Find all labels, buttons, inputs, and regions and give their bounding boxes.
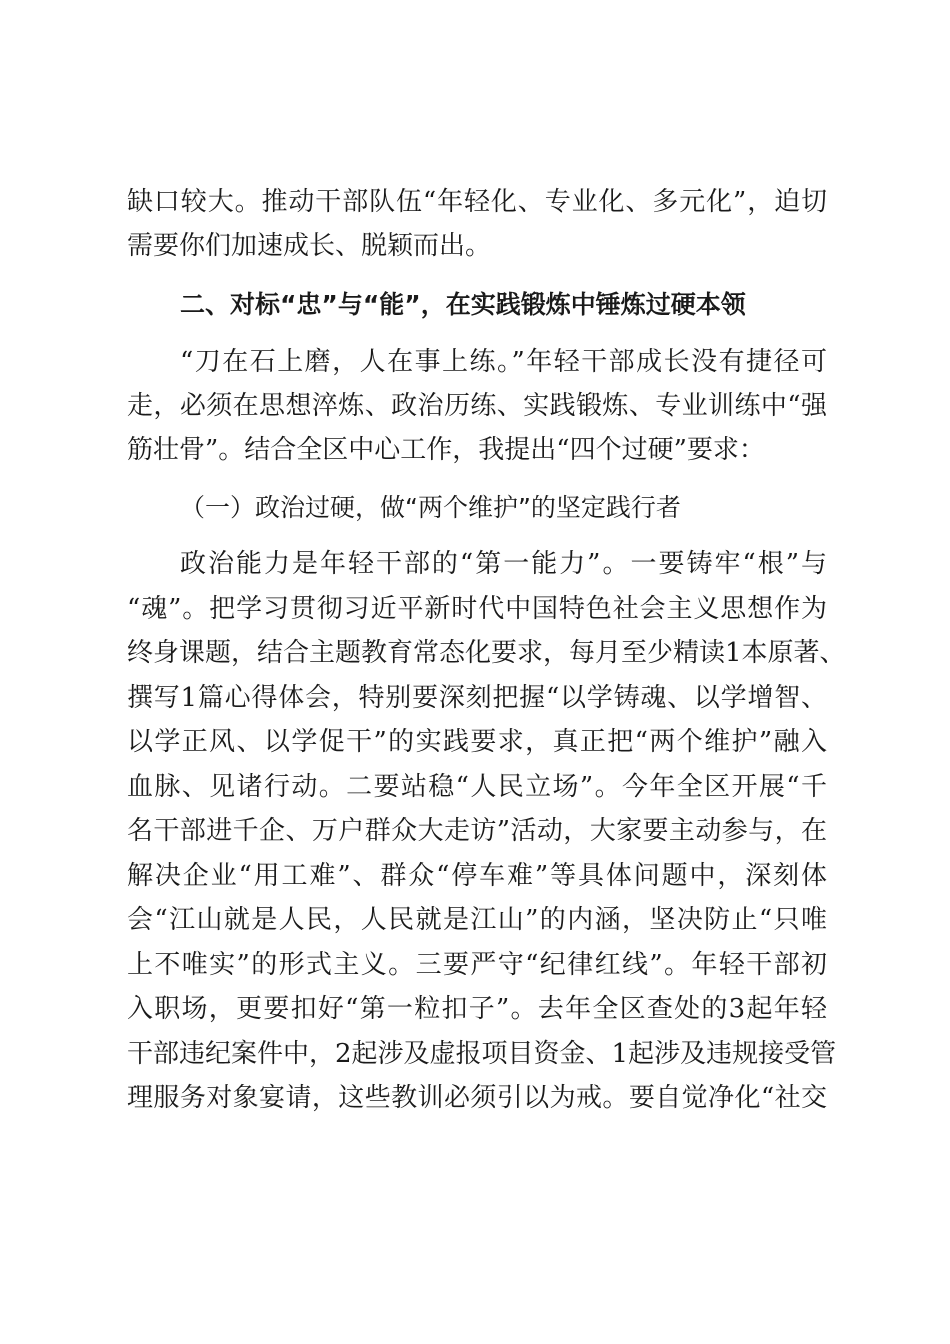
paragraph-line: 名干部进千企、万户群众大走访”活动，大家要主动参与，在	[127, 816, 827, 846]
paragraph-line: “魂”。把学习贯彻习近平新时代中国特色社会主义思想作为	[127, 594, 827, 624]
paragraph-line: 缺口较大。推动干部队伍“年轻化、专业化、多元化”，迫切	[127, 187, 827, 217]
paragraph-line: 解决企业“用工难”、群众“停车难”等具体问题中，深刻体	[127, 861, 827, 891]
subsection-heading: （一）政治过硬，做“两个维护”的坚定践行者	[180, 493, 681, 522]
paragraph-line: 以学正风、以学促干”的实践要求，真正把“两个维护”融入	[127, 727, 827, 757]
paragraph-line: 筋壮骨”。结合全区中心工作，我提出“四个过硬”要求：	[127, 435, 765, 465]
section-heading: 二、对标“忠”与“能”，在实践锻炼中锤炼过硬本领	[180, 290, 746, 319]
paragraph-line: 入职场，更要扣好“第一粒扣子”。去年全区查处的3起年轻	[127, 994, 827, 1024]
paragraph-line: 撰写1篇心得体会，特别要深刻把握“以学铸魂、以学增智、	[127, 683, 827, 713]
paragraph-line: 干部违纪案件中，2起涉及虚报项目资金、1起涉及违规接受管	[127, 1039, 837, 1069]
paragraph-line: 会“江山就是人民，人民就是江山”的内涵，坚决防止“只唯	[127, 905, 827, 935]
paragraph-line: 理服务对象宴请，这些教训必须引以为戒。要自觉净化“社交	[127, 1083, 827, 1113]
paragraph-line: 政治能力是年轻干部的“第一能力”。一要铸牢“根”与	[180, 549, 827, 579]
paragraph-line: 终身课题，结合主题教育常态化要求，每月至少精读1本原著、	[127, 638, 846, 668]
paragraph-line: 血脉、见诸行动。二要站稳“人民立场”。今年全区开展“千	[127, 772, 827, 802]
paragraph-line: “刀在石上磨，人在事上练。”年轻干部成长没有捷径可	[180, 347, 827, 377]
paragraph-line: 走，必须在思想淬炼、政治历练、实践锻炼、专业训练中“强	[127, 391, 827, 421]
paragraph-line: 需要你们加速成长、脱颖而出。	[127, 231, 492, 261]
paragraph-line: 上不唯实”的形式主义。三要严守“纪律红线”。年轻干部初	[127, 950, 827, 980]
